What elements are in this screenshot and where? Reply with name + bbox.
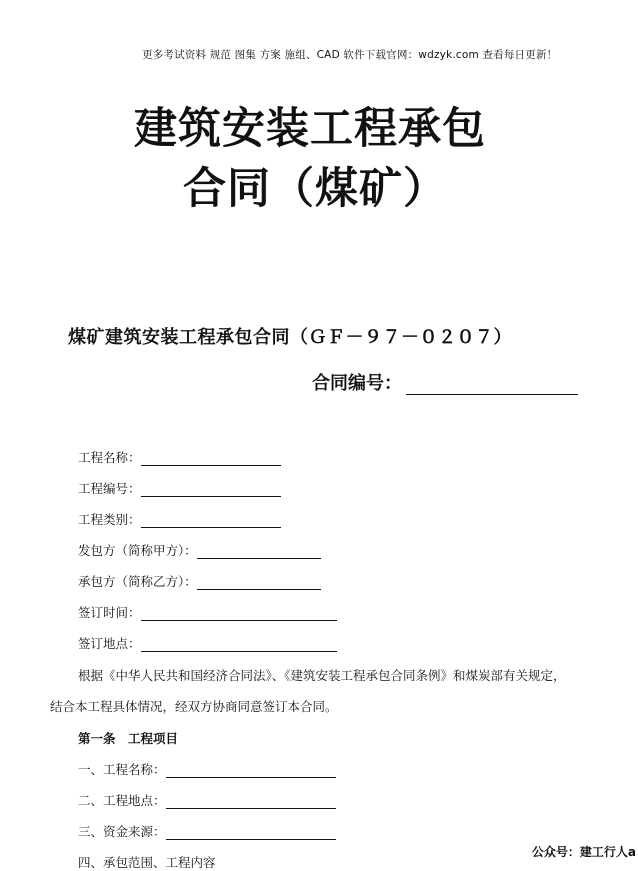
field-project-category <box>78 510 281 528</box>
field-blank[interactable] <box>166 827 336 840</box>
field-label: 工程名称： <box>78 450 141 465</box>
field-blank[interactable] <box>141 515 281 528</box>
article-1-item-4-partial: 四、承包范围、工程内容 <box>78 855 216 870</box>
field-signing-place <box>78 634 337 652</box>
field-label: 发包方（简称甲方）： <box>78 543 197 558</box>
field-party-a <box>78 541 321 559</box>
field-blank[interactable] <box>141 608 337 621</box>
field-label: 签订时间： <box>78 605 141 620</box>
field-project-name <box>78 448 281 466</box>
field-signing-date <box>78 603 337 621</box>
contract-number-row <box>312 369 578 395</box>
field-label: 工程编号： <box>78 481 141 496</box>
field-blank[interactable] <box>141 484 281 497</box>
field-label: 一、工程名称： <box>78 762 166 777</box>
article-1-item-2 <box>78 791 336 809</box>
field-label: 工程类别： <box>78 512 141 527</box>
field-blank[interactable] <box>197 546 321 559</box>
field-label: 签订地点： <box>78 636 141 651</box>
document-title-line-1: 建筑安装工程承包 <box>134 104 486 154</box>
field-blank[interactable] <box>166 765 336 778</box>
article-1-item-3 <box>78 822 336 840</box>
field-blank[interactable] <box>141 453 281 466</box>
field-label: 三、资金来源： <box>78 824 166 839</box>
article-1-item-1 <box>78 760 336 778</box>
field-blank[interactable] <box>141 639 337 652</box>
contract-number-blank[interactable] <box>406 376 578 395</box>
field-project-number <box>78 479 281 497</box>
field-label: 二、工程地点： <box>78 793 166 808</box>
document-title-line-2: 合同（煤矿） <box>183 164 447 214</box>
intro-paragraph-line-1: 根据《中华人民共和国经济合同法》、《建筑安装工程承包合同条例》和煤炭部有关规定， <box>78 668 566 683</box>
field-blank[interactable] <box>197 577 321 590</box>
field-label: 承包方（简称乙方）： <box>78 574 197 589</box>
contract-subtitle: 煤矿建筑安装工程承包合同（ＧＦ－９７－０２０７） <box>68 327 512 348</box>
field-party-b <box>78 572 321 590</box>
contract-number-label: 合同编号： <box>312 373 402 394</box>
header-note: 更多考试资料 规范 图集 方案 施组、CAD 软件下载官网：wdzyk.com 查看每日更新！ <box>142 49 558 61</box>
article-1-heading: 第一条 工程项目 <box>78 731 179 746</box>
intro-paragraph-line-2: 结合本工程具体情况，经双方协商同意签订本合同。 <box>50 699 338 714</box>
field-blank[interactable] <box>166 796 336 809</box>
footer-watermark: 公众号：建工行人a <box>531 845 636 859</box>
